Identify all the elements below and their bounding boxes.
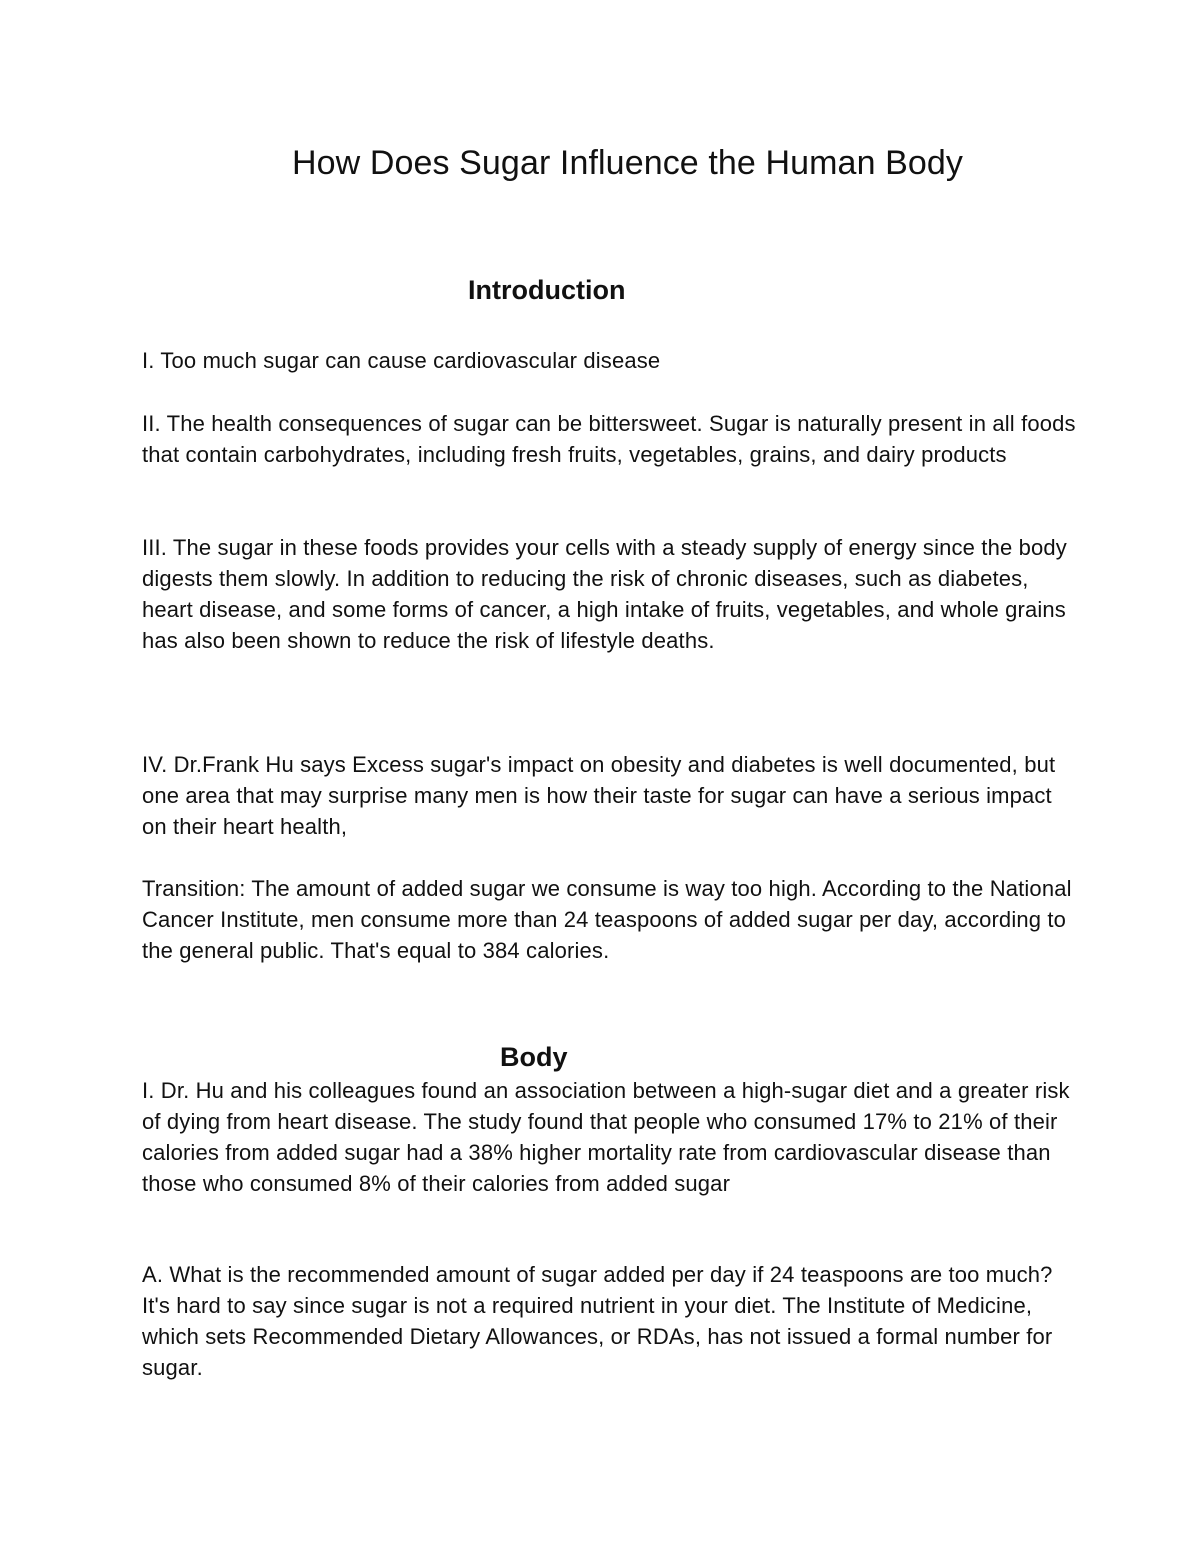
intro-point-1: I. Too much sugar can cause cardiovascular disease	[142, 348, 661, 373]
body-heading: Body	[500, 1042, 568, 1072]
body-sub-point-a: A. What is the recommended amount of sugar added per day if 24 teaspoons are too much? It's hard to say since sugar is not a required nutrient in your diet. The Institute of Medicine, which sets Recommended Dietary Allowances, or RDAs, has not issued a formal number for sugar.	[142, 1262, 1053, 1380]
body-point-1: I. Dr. Hu and his colleagues found an association between a high-sugar diet and a greater risk of dying from heart disease. The study found that people who consumed 17% to 21% of their calories from added sugar had a 38% higher mortality rate from cardiovascular disease than those who consumed 8% of their calories from added sugar	[142, 1078, 1070, 1196]
intro-point-2: II. The health consequences of sugar can be bittersweet. Sugar is naturally present in all foods that contain carbohydrates, including fresh fruits, vegetables, grains, and dairy products	[142, 411, 1076, 467]
introduction-heading: Introduction	[468, 275, 626, 305]
intro-transition: Transition: The amount of added sugar we consume is way too high. According to the National Cancer Institute, men consume more than 24 teaspoons of added sugar per day, according to the general public. That's equal to 384 calories.	[142, 876, 1072, 963]
intro-point-3: III. The sugar in these foods provides your cells with a steady supply of energy since the body digests them slowly. In addition to reducing the risk of chronic diseases, such as diabetes, heart disease, and some forms of cancer, a high intake of fruits, vegetables, and whole grains has also been shown to reduce the risk of lifestyle deaths.	[142, 535, 1067, 653]
intro-point-4: IV. Dr.Frank Hu says Excess sugar's impact on obesity and diabetes is well documented, but one area that may surprise many men is how their taste for sugar can have a serious impact on their heart health,	[142, 752, 1056, 839]
document-title: How Does Sugar Influence the Human Body	[291, 144, 964, 182]
